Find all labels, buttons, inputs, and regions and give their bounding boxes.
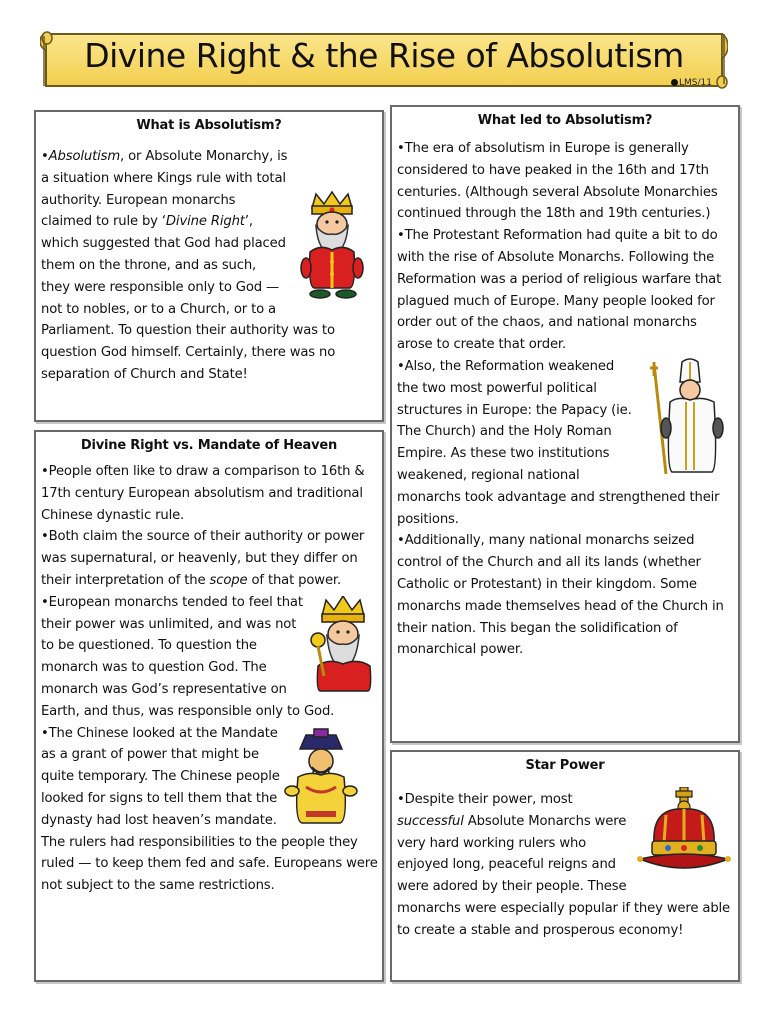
what-led-to-absolutism-box (390, 105, 740, 743)
page-title: Divine Right & the Rise of Absolutism (84, 36, 684, 75)
section-heading: What led to Absolutism? (477, 113, 653, 128)
title-banner (40, 28, 728, 90)
chinese-emperor-illustration (284, 727, 358, 827)
section-heading: Star Power (525, 758, 605, 773)
section-heading: Divine Right vs. Mandate of Heaven (80, 438, 338, 453)
credit-label (671, 78, 712, 88)
credit-text: LMS/11 (679, 78, 712, 88)
divine-right-vs-mandate-box (34, 430, 384, 982)
scope-term: scope (209, 572, 248, 588)
star-power-box (390, 750, 740, 982)
crown-illustration (636, 787, 732, 875)
mandate-paragraph-3: •European monarchs tended to feel that their power was unlimited, and was not to be questioned. To question the monarch was to question God. The monarch was God’s representative on Earth, and thus, was responsible only to God. (41, 594, 335, 719)
absolutism-term: Absolutism (48, 149, 121, 164)
pope-illustration (644, 358, 732, 478)
mandate-p2-a: •Both claim the source of their authority or power was supernatural, or heavenly, but they differ on their interpretation of the (41, 529, 365, 588)
mandate-paragraph-2 (41, 526, 378, 591)
divine-right-term: Divine Right (165, 214, 245, 230)
led-paragraph-4: •Additionally, many national monarchs seized control of the Church and all its lands (whether Catholic or Protestant) in their kingdom. Some monarchs made themselves head of the Church in their nation. This began the solidification of monarchical power. (397, 533, 724, 658)
star-p1-a: •Despite their power, most (397, 792, 573, 807)
king-with-scepter-illustration (310, 596, 376, 692)
mandate-p2-b: of that power. (247, 572, 342, 588)
absolutism-paragraph: •Absolutism, or Absolute Monarchy, is a situation where Kings rule with total authority. European monarchs claimed to rule by ‘Divine Right’, which suggested that God had placed them on the throne, and as such, they were responsible only to God — not to nobles, or to a Church, or to a Parliament. To question their authority was to question God himself. Certainly, there was no separation of Church and State! (41, 149, 336, 382)
what-is-absolutism-box (34, 110, 384, 422)
section-heading: What is Absolutism? (136, 118, 282, 133)
successful-term: successful (397, 813, 464, 829)
mandate-paragraph-1: •People often like to draw a comparison to 16th & 17th century European absolutism and traditional Chinese dynastic rule. (41, 464, 365, 523)
led-paragraph-3: •Also, the Reformation weakened the two most powerful political structures in Europe: the Papacy (ie. The Church) and the Holy Roman Empire. As these two institutions weakened, regional national monarchs took advantage and strengthened their positions. (397, 358, 720, 527)
copyright-icon (671, 79, 678, 86)
mandate-paragraph-4: •The Chinese looked at the Mandate as a grant of power that might be quite temporary. The Chinese people looked for signs to tell them that the dynasty had lost heaven’s mandate. The rulers had responsibilities to the people they ruled — to keep them fed and safe. Europeans were not subject to the same restrictions. (41, 725, 378, 894)
absolutism-text-1: , or Absolute Monarchy, is a situation where Kings rule with total authority. European monarchs claimed to rule by ‘ (41, 149, 288, 230)
led-paragraph-2: •The Protestant Reformation had quite a bit to do with the rise of Absolute Monarchs. Following the Reformation was a period of religious warfare that plagued much of Europe. Many people looked for order out of the chaos, and national monarchs arose to create that order. (397, 228, 722, 353)
led-paragraph-1: •The era of absolutism in Europe is generally considered to have peaked in the 16th and 17th centuries. (Although several Absolute Monarchies continued through the 18th and 19th centuries.) (397, 141, 718, 222)
absolutism-text-2: ’, which suggested that God had placed them on the throne, and as such, they were responsible only to God — not to nobles, or to a Church, or to a Parliament. To question their authority was to question God himself. Certainly, there was no separation of Church and State! (41, 214, 336, 382)
star-p1-b: Absolute Monarchs were very hard working rulers who enjoyed long, peaceful reigns and were adored by their people. These monarchs were especially popular if they were able to create a stable and prosperous economy! (397, 813, 731, 938)
king-illustration (294, 190, 376, 302)
